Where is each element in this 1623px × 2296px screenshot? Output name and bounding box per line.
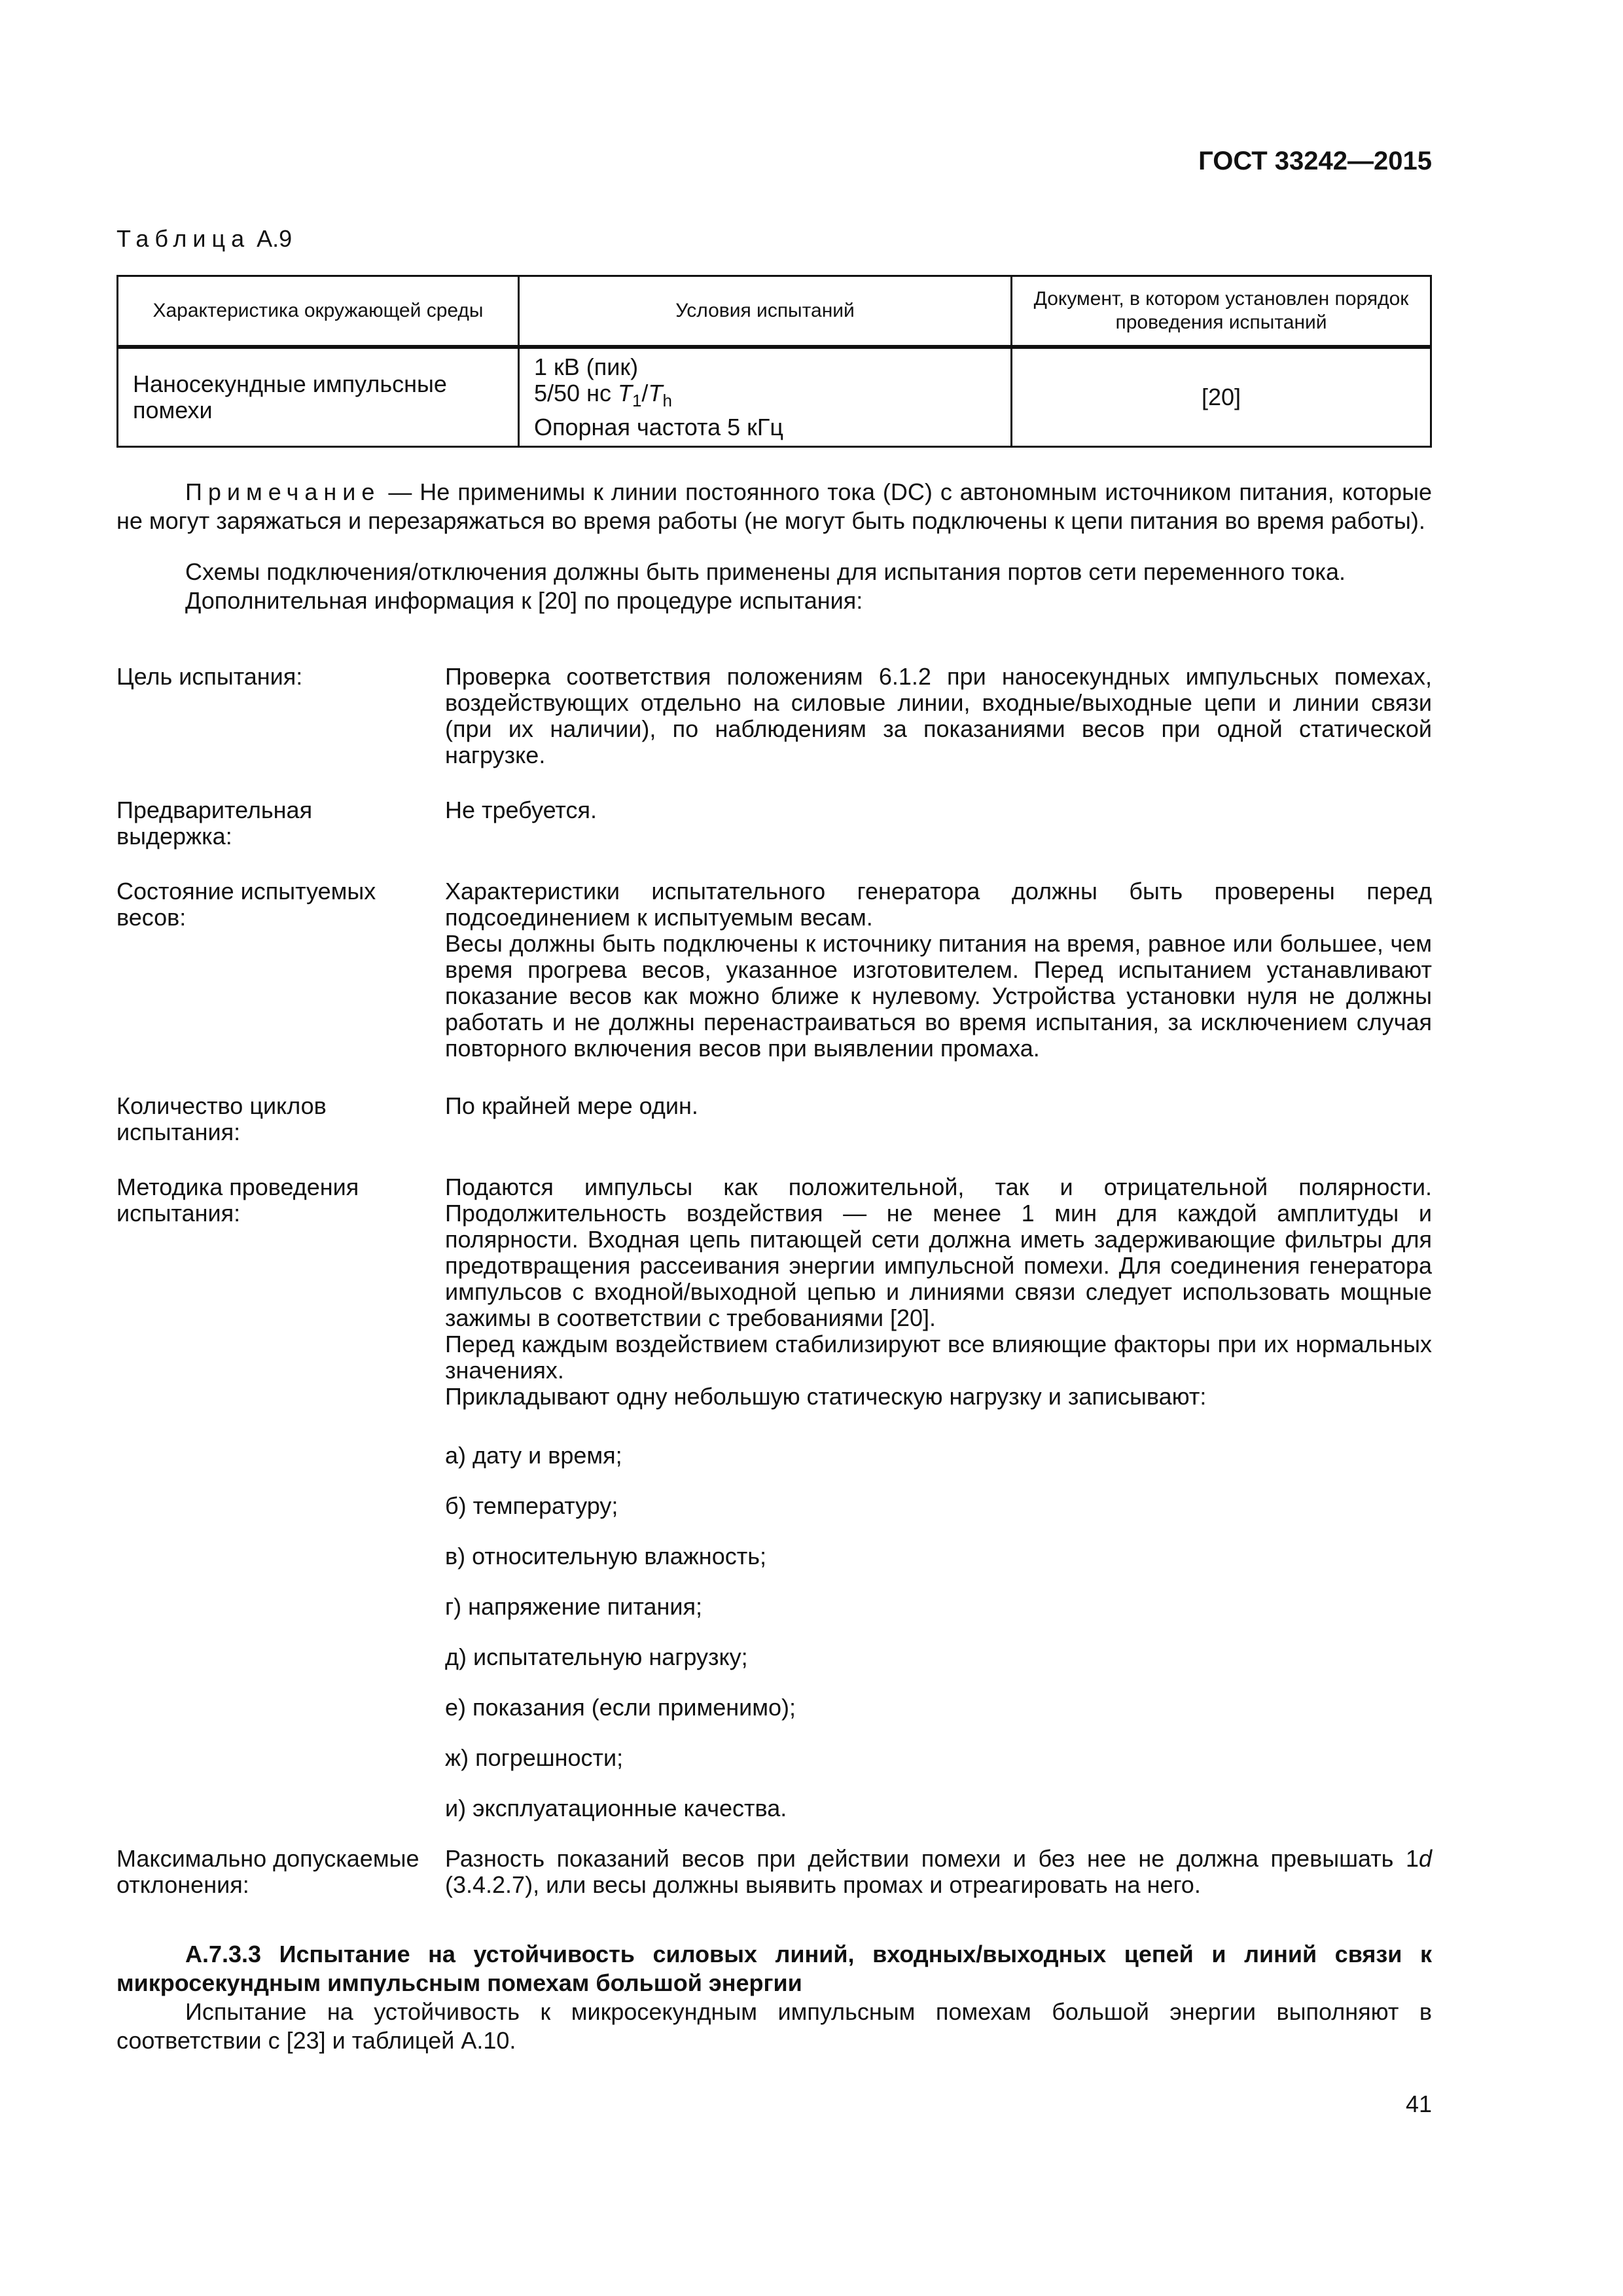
procedure-value: Разность показаний весов при действии помехи и без нее не должна превышать 1d (3.4.2.7), или весы должны выявить промах и отреагировать на него. — [445, 1845, 1432, 1898]
page-number: 41 — [1405, 2090, 1432, 2117]
table-header-row — [118, 276, 1431, 346]
condition-pulse: 5/50 нс $T_1/T_h$ — [534, 380, 672, 411]
procedure-value: По крайней мере один. — [445, 1092, 698, 1119]
conditions-table — [116, 275, 1432, 448]
cell-environment: Наносекундные импульсные помехи — [118, 348, 519, 447]
intro-line-1: Схемы подключения/отключения должны быть применены для испытания портов сети переменного тока. — [185, 558, 1346, 585]
cell-document: [20] — [1012, 348, 1431, 447]
standard-number: ГОСТ 33242—2015 — [1198, 147, 1432, 175]
procedure-value: Характеристики испытательного генератора должны быть проверены перед подсоединением к испытуемым весам. Весы должны быть подключены к источнику питания на время, равное или большее, чем время прогрева весов, указанное изготовителем. Перед испытанием устанавливают показание весов как можно ближе к нулевому. Устройства установки нуля не должны работать и не должны перенастраиваться во время испытания, за исключением случая повторного включения весов при выявлении промаха. — [445, 878, 1432, 1062]
table-row — [118, 348, 1431, 447]
cell-conditions — [519, 348, 1012, 447]
header-conditions: Условия испытаний — [519, 276, 1012, 346]
procedure-key: Максимально допускаемые отклонения: — [116, 1845, 419, 1898]
note-label: Примечание — [185, 478, 381, 505]
condition-voltage: 1 кВ (пик) — [534, 353, 639, 381]
section-text: Испытание на устойчивость к микросекундным импульсным помехам большой энергии выполняют в соответствии с [23] и таблицей А.10. — [116, 1998, 1432, 2054]
list-item: а) дату и время; — [445, 1442, 622, 1469]
condition-frequency: Опорная частота 5 кГц — [534, 413, 784, 440]
list-item: и) эксплуатационные качества. — [445, 1795, 787, 1821]
procedure-value: Не требуется. — [445, 797, 597, 823]
list-item: д) испытательную нагрузку; — [445, 1643, 748, 1670]
table-caption — [116, 225, 292, 253]
table-caption-word: Таблица — [116, 225, 251, 252]
document-page — [116, 0, 1432, 2296]
procedure-key: Состояние испытуемых весов: — [116, 878, 376, 931]
procedure-key: Количество циклов испытания: — [116, 1092, 327, 1145]
list-item: г) напряжение питания; — [445, 1593, 702, 1620]
list-item: ж) погрешности; — [445, 1744, 624, 1771]
list-item: в) относительную влажность; — [445, 1543, 766, 1570]
list-item: б) температуру; — [445, 1492, 618, 1519]
procedure-key: Предварительная выдержка: — [116, 797, 313, 850]
procedure-value: Проверка соответствия положениям 6.1.2 при наносекундных импульсных помехах, воздействующих отдельно на силовые линии, входные/выходные цепи и линии связи (при их наличии), по наблюдениям за показаниями весов при одной статической нагрузке. — [445, 663, 1432, 768]
list-item: е) показания (если применимо); — [445, 1694, 796, 1721]
procedure-key: Цель испытания: — [116, 663, 303, 690]
header-document: Документ, в котором установлен порядок проведения испытаний — [1012, 276, 1431, 346]
intro-line-2: Дополнительная информация к [20] по процедуре испытания: — [185, 587, 863, 614]
table-note — [116, 478, 1432, 535]
procedure-key: Методика проведения испытания: — [116, 1174, 359, 1227]
note-text: — Не применимы к линии постоянного тока (DC) с автономным источником питания, которые не могут заряжаться и перезаряжаться во время работы (не могут быть подключены к цепи питания во время работы). — [116, 478, 1432, 534]
section-heading: А.7.3.3 Испытание на устойчивость силовых линий, входных/выходных цепей и линий связи к микросекундным импульсным помехам большой энергии — [116, 1941, 1432, 1996]
header-environment: Характеристика окружающей среды — [118, 276, 519, 346]
table-caption-number: А.9 — [257, 225, 293, 252]
procedure-value: Подаются импульсы как положительной, так и отрицательной полярности. Продолжительность воздействия — не менее 1 мин для каждой амплитуды и полярности. Входная цепь питающей сети должна иметь задерживающие фильтры для предотвращения рассеивания энергии импульсной помехи. Для соединения генератора импульсов с входной/выходной цепью и линиями связи следует использовать мощные зажимы в соответствии с требованиями [20]. Перед каждым воздействием стабилизируют все влияющие факторы при их нормальных значениях. Прикладывают одну небольшую статическую нагрузку и записывают: — [445, 1174, 1432, 1410]
